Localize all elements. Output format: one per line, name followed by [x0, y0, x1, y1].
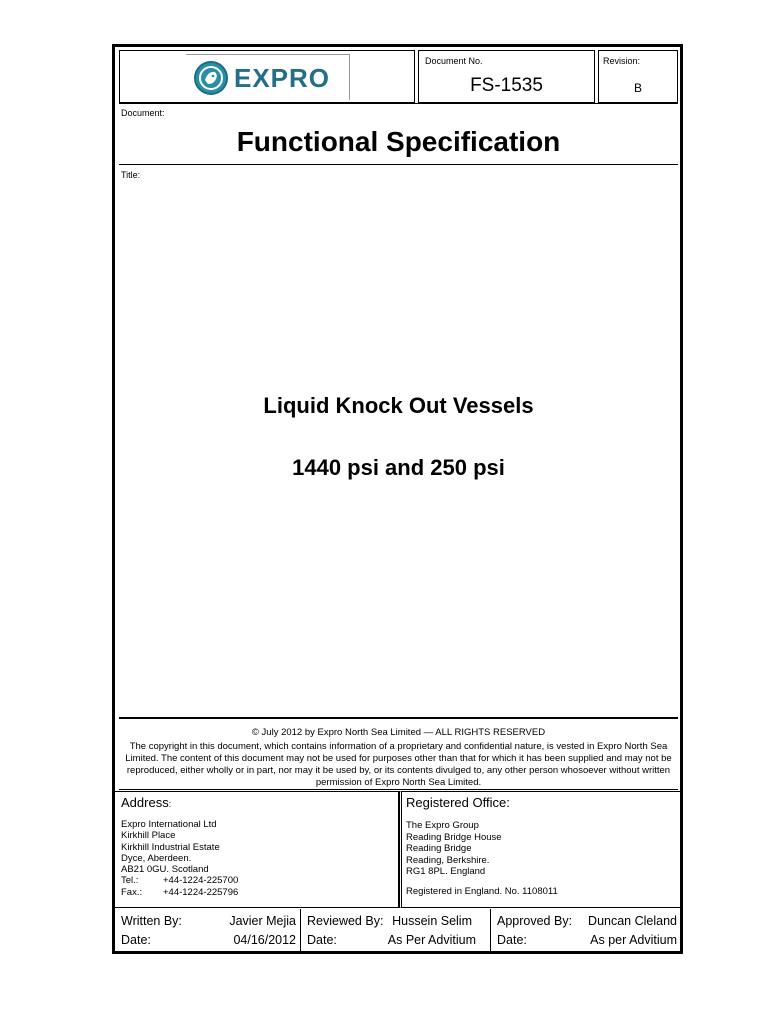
- approved-date: As per Advitium: [590, 933, 677, 947]
- address-line: Dyce, Aberdeen.: [121, 852, 192, 864]
- document-number-cell: [418, 50, 595, 103]
- address-lines: [121, 819, 238, 898]
- revision-label: Revision:: [603, 56, 641, 66]
- address-line: Kirkhill Place: [121, 830, 176, 842]
- telephone-line: Tel.: +44-1224-225700: [121, 875, 239, 887]
- approved-date-label: Date:: [497, 933, 527, 947]
- office-line: RG1 8PL. England: [406, 866, 486, 878]
- revision-value: B: [633, 81, 642, 95]
- document-number: FS-1535: [470, 75, 543, 96]
- sub-title: 1440 psi and 250 psi: [292, 455, 505, 480]
- reviewed-date: As Per Advitium: [387, 933, 476, 947]
- written-by-name: Javier Mejia: [229, 914, 296, 928]
- address-heading: Address:: [121, 795, 172, 810]
- written-by-label: Written By:: [121, 914, 182, 928]
- address-cell: [115, 791, 399, 908]
- reviewed-by-name: Hussein Selim: [392, 914, 472, 928]
- registration-number: Registered in England. No. 1108011: [406, 886, 558, 897]
- main-title: Liquid Knock Out Vessels: [263, 393, 534, 418]
- copyright-body: The copyright in this document, which contains information of a proprietary and confidential nature, is vested in Expro North Sea Limited. The content of this document may not be used for purposes other than that for which it has been supplied and may not be reproduced, either wholly or in part, nor may it be used by, or its contents divulged to, any other person whosoever without written permission of Expro North Sea Limited.: [125, 741, 672, 788]
- approved-by-label: Approved By:: [497, 914, 573, 928]
- document-label: Document:: [121, 108, 165, 118]
- reviewed-date-label: Date:: [307, 933, 337, 947]
- office-line: The Expro Group: [406, 820, 479, 831]
- registered-office-cell: [399, 791, 681, 908]
- address-line: Expro International Ltd: [121, 819, 217, 830]
- registered-office-lines: [406, 820, 502, 878]
- revision-cell: [598, 50, 678, 103]
- written-date-label: Date:: [121, 933, 151, 947]
- logo-cell: [119, 50, 415, 103]
- registered-office-heading: Registered Office:: [406, 795, 510, 810]
- reviewed-by-label: Reviewed By:: [307, 914, 384, 928]
- approved-by-cell: [491, 909, 681, 951]
- office-line: Reading, Berkshire.: [406, 854, 490, 866]
- address-line: Kirkhill Industrial Estate: [121, 841, 220, 853]
- lion-emblem-icon: [194, 61, 228, 95]
- document-number-label: Document No.: [425, 56, 483, 66]
- title-area: [119, 165, 678, 718]
- approved-by-name: Duncan Cleland: [588, 914, 677, 928]
- fax-line: Fax.: +44-1224-225796: [121, 886, 239, 898]
- reviewed-by-cell: [301, 909, 491, 951]
- document-sheet: [112, 44, 683, 954]
- office-line: Reading Bridge: [406, 843, 472, 855]
- written-by-cell: [115, 909, 301, 951]
- document-title: Functional Specification: [236, 126, 561, 157]
- written-date: 04/16/2012: [233, 933, 296, 947]
- office-line: Reading Bridge House: [406, 831, 502, 843]
- copyright-line: © July 2012 by Expro North Sea Limited — ALL RIGHTS RESERVED: [251, 727, 546, 738]
- company-logo: [186, 54, 350, 100]
- logo-wordmark: EXPRO: [234, 63, 331, 93]
- document-type-row: [119, 103, 678, 165]
- signoff-row: [115, 909, 681, 951]
- address-line: AB21 0GU. Scotland: [121, 864, 209, 876]
- copyright-notice: [119, 718, 678, 790]
- title-label: Title:: [121, 170, 141, 180]
